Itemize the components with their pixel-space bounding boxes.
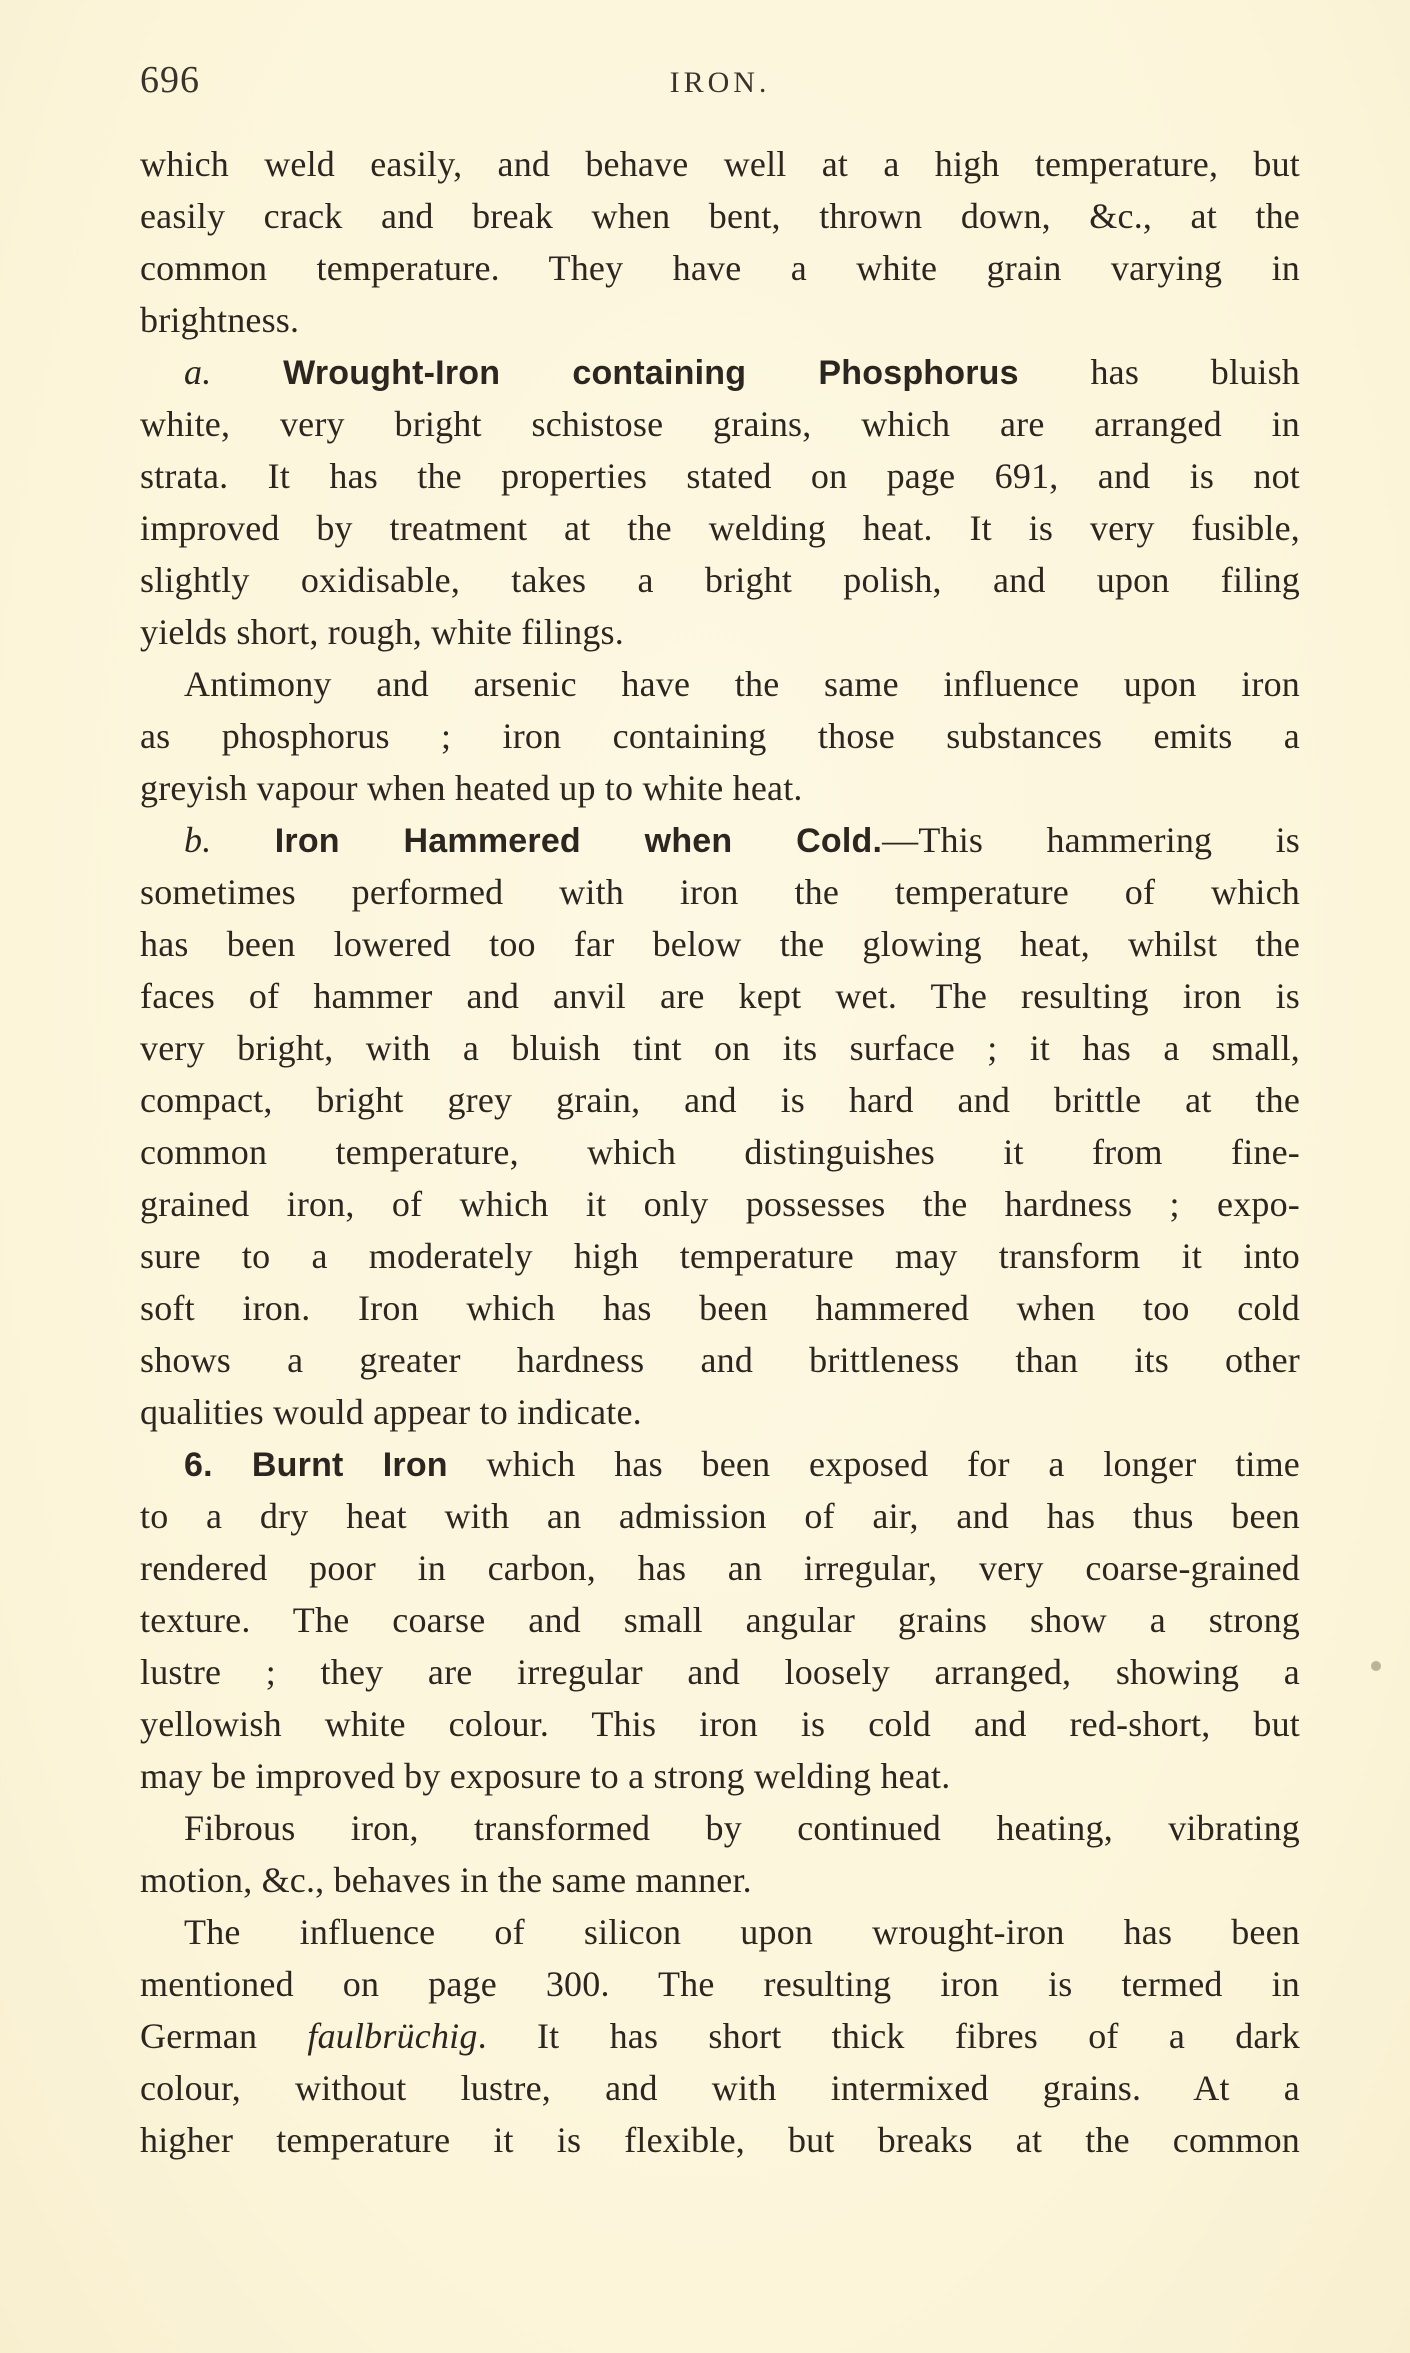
text-line: brightness. [140,300,300,340]
text-line: a. Wrought-Iron containing Phosphorus has bluish [184,352,1301,392]
text-line: motion, &c., behaves in the same manner. [140,1860,752,1900]
text-line: Antimony and arsenic have the same influence upon iron [184,664,1300,704]
text-line: yellowish white colour. This iron is cold and red-short, but [140,1704,1300,1744]
text-line: shows a greater hardness and brittleness than its other [140,1340,1300,1380]
text-line: common temperature, which distinguishes it from fine- [140,1132,1300,1172]
text-line: has been lowered too far below the glowing heat, whilst the [140,924,1300,964]
text-line: improved by treatment at the welding heat. It is very fusible, [140,508,1300,548]
text-line: strata. It has the properties stated on page 691, and is not [140,456,1300,496]
section-heading: 6. Burnt Iron [184,1446,448,1484]
text-line: mentioned on page 300. The resulting iron is termed in [140,1964,1300,2004]
text-line: The influence of silicon upon wrought-iron has been [184,1912,1300,1952]
text-line: German faulbrüchig. It has short thick fibres of a dark [140,2016,1300,2056]
text-line: compact, bright grey grain, and is hard and brittle at the [140,1080,1300,1120]
text-line: as phosphorus ; iron containing those substances emits a [140,716,1300,756]
text-line: qualities would appear to indicate. [140,1392,642,1432]
text-line: b. Iron Hammered when Cold.—This hammering is [184,820,1300,860]
text-line: 6. Burnt Iron which has been exposed for a longer time [184,1444,1300,1484]
running-title: IRON. [669,66,771,99]
section-heading: Wrought-Iron containing Phosphorus [283,354,1019,392]
page-header [140,58,1300,108]
text-line: lustre ; they are irregular and loosely arranged, showing a [140,1652,1300,1692]
text-line: grained iron, of which it only possesses the hardness ; expo- [140,1184,1300,1224]
text-line: very bright, with a bluish tint on its surface ; it has a small, [140,1028,1300,1068]
text-line: colour, without lustre, and with intermixed grains. At a [140,2068,1300,2108]
foreign-term: faulbrüchig [307,2016,478,2056]
text-line: slightly oxidisable, takes a bright polish, and upon filing [140,560,1300,600]
text-line: which weld easily, and behave well at a high temperature, but [140,144,1300,184]
text-line: yields short, rough, white filings. [140,612,624,652]
text-line: sometimes performed with iron the temperature of which [140,872,1300,912]
text-line: white, very bright schistose grains, which are arranged in [140,404,1300,444]
section-marker: b. [184,820,212,860]
text-line: soft iron. Iron which has been hammered when too cold [140,1288,1300,1328]
section-heading: Iron Hammered when Cold. [274,822,883,860]
text-line: common temperature. They have a white grain varying in [140,248,1300,288]
paper-speck [1371,1661,1381,1671]
text-line: rendered poor in carbon, has an irregular, very coarse-grained [140,1548,1300,1588]
section-marker: a. [184,352,212,392]
text-line: faces of hammer and anvil are kept wet. The resulting iron is [140,976,1300,1016]
text-line: to a dry heat with an admission of air, and has thus been [140,1496,1300,1536]
text-line: texture. The coarse and small angular grains show a strong [140,1600,1300,1640]
text-line: higher temperature it is flexible, but breaks at the common [140,2120,1300,2160]
body-text [140,138,1300,2166]
text-line: greyish vapour when heated up to white heat. [140,768,803,808]
text-line: Fibrous iron, transformed by continued heating, vibrating [184,1808,1300,1848]
page-number: 696 [140,59,200,101]
text-line: easily crack and break when bent, thrown down, &c., at the [140,196,1300,236]
text-line: sure to a moderately high temperature may transform it into [140,1236,1300,1276]
text-line: may be improved by exposure to a strong welding heat. [140,1756,951,1796]
